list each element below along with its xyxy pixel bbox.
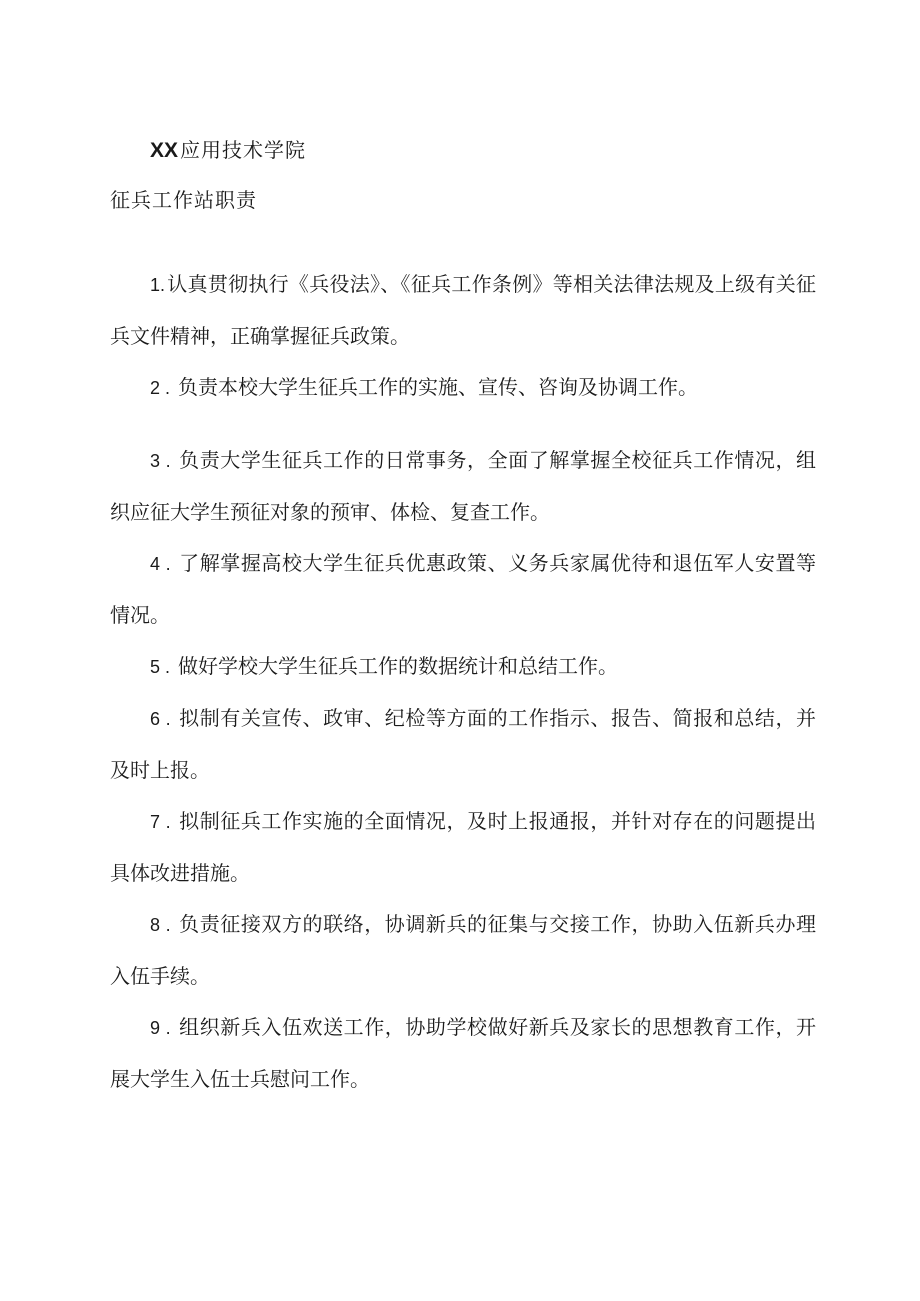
document-title: 征兵工作站职责 — [110, 188, 257, 212]
duty-text: 组织新兵入伍欢送工作，协助学校做好新兵及家长的思想教育工作，开展大学生入伍士兵慰问工作。 — [110, 1015, 816, 1091]
duty-list — [110, 259, 816, 1105]
school-name-text: 应用技术学院 — [180, 138, 307, 162]
duty-item-1 — [110, 259, 816, 362]
duty-text: 拟制有关宣传、政审、纪检等方面的工作指示、报告、简报和总结，并及时上报。 — [110, 706, 816, 782]
duty-text: 负责征接双方的联络，协调新兵的征集与交接工作，协助入伍新兵办理入伍手续。 — [110, 912, 816, 988]
duty-number: 2 . — [150, 378, 171, 398]
duty-number: 3 . — [150, 451, 171, 471]
duty-item-6 — [110, 693, 816, 796]
duty-item-8 — [110, 899, 816, 1002]
duty-number: 7 . — [150, 812, 171, 832]
duty-number: 9 . — [150, 1018, 171, 1038]
duty-text: 负责大学生征兵工作的日常事务，全面了解掌握全校征兵工作情况，组织应征大学生预征对象的预审、体检、复查工作。 — [110, 448, 816, 524]
duty-text: 做好学校大学生征兵工作的数据统计和总结工作。 — [178, 654, 619, 678]
duty-number: 8 . — [150, 915, 171, 935]
duty-number: 1. — [150, 275, 166, 295]
duty-number: 4 . — [150, 554, 171, 574]
duty-text: 负责本校大学生征兵工作的实施、宣传、咨询及协调工作。 — [178, 375, 699, 399]
duty-number: 5 . — [150, 657, 171, 677]
duty-text: 拟制征兵工作实施的全面情况，及时上报通报，并针对存在的问题提出具体改进措施。 — [110, 809, 816, 885]
duty-text: 认真贯彻执行《兵役法》、《征兵工作条例》等相关法律法规及上级有关征兵文件精神，正确掌握征兵政策。 — [110, 272, 816, 348]
duty-item-2 — [110, 362, 816, 414]
duty-number: 6 . — [150, 709, 171, 729]
school-name — [150, 134, 306, 167]
school-prefix: XX — [150, 139, 179, 162]
duty-item-5 — [110, 641, 816, 693]
duty-item-9 — [110, 1002, 816, 1105]
duty-item-7 — [110, 796, 816, 899]
duty-item-4 — [110, 538, 816, 641]
duty-item-3 — [110, 435, 816, 538]
duty-text: 了解掌握高校大学生征兵优惠政策、义务兵家属优待和退伍军人安置等情况。 — [110, 551, 816, 627]
